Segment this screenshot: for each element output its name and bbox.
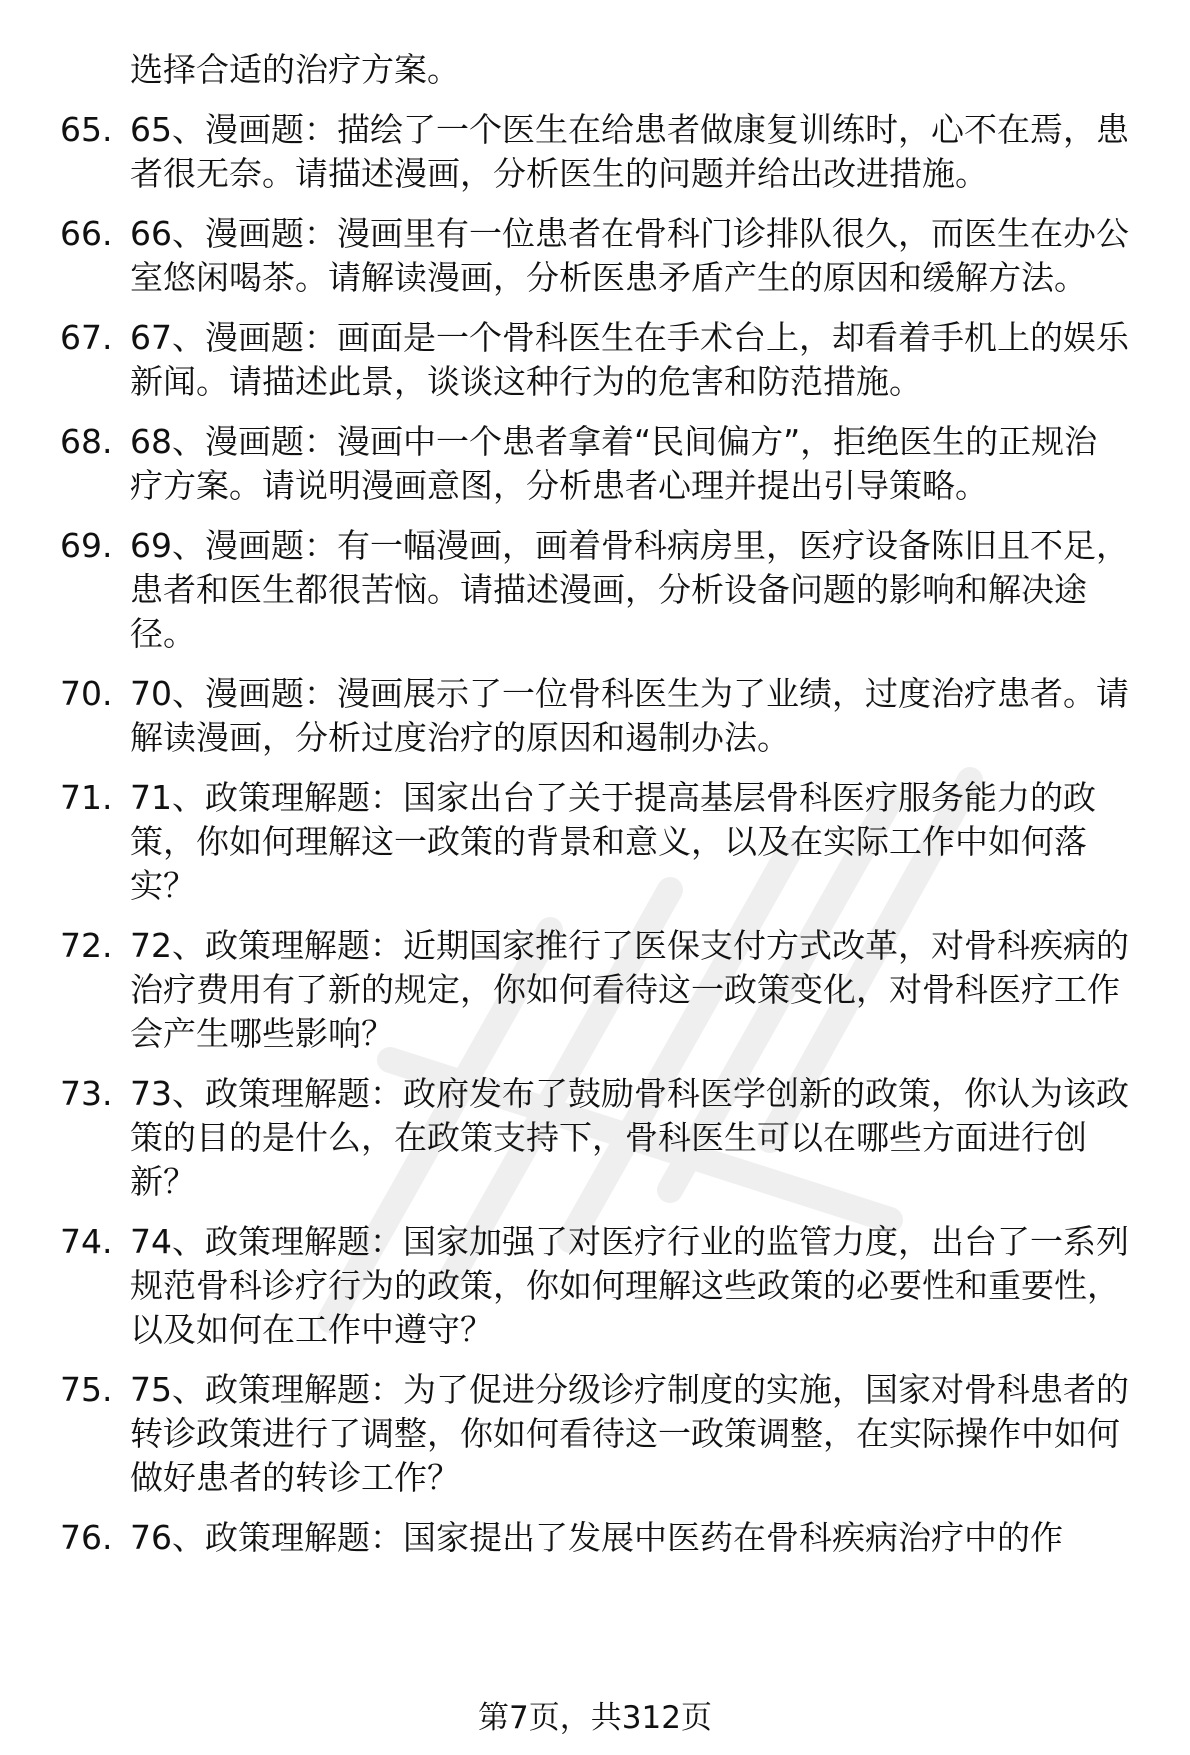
question-item (60, 420, 1150, 508)
question-text: 73、政策理解题：政府发布了鼓励骨科医学创新的政策，你认为该政策的目的是什么，在政策支持下，骨科医生可以在哪些方面进行创新？ (130, 1074, 1129, 1201)
question-text: 65、漫画题：描绘了一个医生在给患者做康复训练时，心不在焉，患者很无奈。请描述漫画，分析医生的问题并给出改进措施。 (130, 110, 1129, 193)
document-content (60, 48, 1150, 1576)
question-item (60, 524, 1150, 656)
question-number: 70. (60, 674, 113, 713)
question-item (60, 212, 1150, 300)
question-item (60, 1368, 1150, 1500)
question-item (60, 1072, 1150, 1204)
question-text: 76、政策理解题：国家提出了发展中医药在骨科疾病治疗中的作 (130, 1518, 1063, 1557)
question-text: 71、政策理解题：国家出台了关于提高基层骨科医疗服务能力的政策，你如何理解这一政策的背景和意义，以及在实际工作中如何落实？ (130, 778, 1096, 905)
question-text: 70、漫画题：漫画展示了一位骨科医生为了业绩，过度治疗患者。请解读漫画，分析过度治疗的原因和遏制办法。 (130, 674, 1129, 757)
page-number-label: 第7页，共312页 (478, 1700, 712, 1736)
question-number: 65. (60, 110, 113, 149)
question-item (60, 1516, 1150, 1560)
question-item (60, 924, 1150, 1056)
question-number: 73. (60, 1074, 113, 1113)
question-item (60, 776, 1150, 908)
question-number: 75. (60, 1370, 113, 1409)
page-footer (0, 1698, 1190, 1738)
question-item (60, 108, 1150, 196)
question-number: 66. (60, 214, 113, 253)
question-text: 74、政策理解题：国家加强了对医疗行业的监管力度，出台了一系列规范骨科诊疗行为的政策，你如何理解这些政策的必要性和重要性，以及如何在工作中遵守？ (130, 1222, 1129, 1349)
question-number: 74. (60, 1222, 113, 1261)
question-number: 68. (60, 422, 113, 461)
question-text: 69、漫画题：有一幅漫画，画着骨科病房里，医疗设备陈旧且不足，患者和医生都很苦恼。请描述漫画，分析设备问题的影响和解决途径。 (130, 526, 1129, 653)
question-item (60, 672, 1150, 760)
question-text: 67、漫画题：画面是一个骨科医生在手术台上，却看着手机上的娱乐新闻。请描述此景，谈谈这种行为的危害和防范措施。 (130, 318, 1129, 401)
question-number: 67. (60, 318, 113, 357)
continuation-text: 选择合适的治疗方案。 (130, 50, 460, 89)
question-list (60, 108, 1150, 1560)
question-text: 72、政策理解题：近期国家推行了医保支付方式改革，对骨科疾病的治疗费用有了新的规定，你如何看待这一政策变化，对骨科医疗工作会产生哪些影响？ (130, 926, 1129, 1053)
question-text: 75、政策理解题：为了促进分级诊疗制度的实施，国家对骨科患者的转诊政策进行了调整，你如何看待这一政策调整，在实际操作中如何做好患者的转诊工作？ (130, 1370, 1129, 1497)
question-number: 69. (60, 526, 113, 565)
question-text: 68、漫画题：漫画中一个患者拿着“民间偏方”，拒绝医生的正规治疗方案。请说明漫画意图，分析患者心理并提出引导策略。 (130, 422, 1098, 505)
question-item (60, 316, 1150, 404)
question-number: 76. (60, 1518, 113, 1557)
question-item (60, 1220, 1150, 1352)
question-text: 66、漫画题：漫画里有一位患者在骨科门诊排队很久，而医生在办公室悠闲喝茶。请解读漫画，分析医患矛盾产生的原因和缓解方法。 (130, 214, 1129, 297)
question-number: 71. (60, 778, 113, 817)
question-number: 72. (60, 926, 113, 965)
